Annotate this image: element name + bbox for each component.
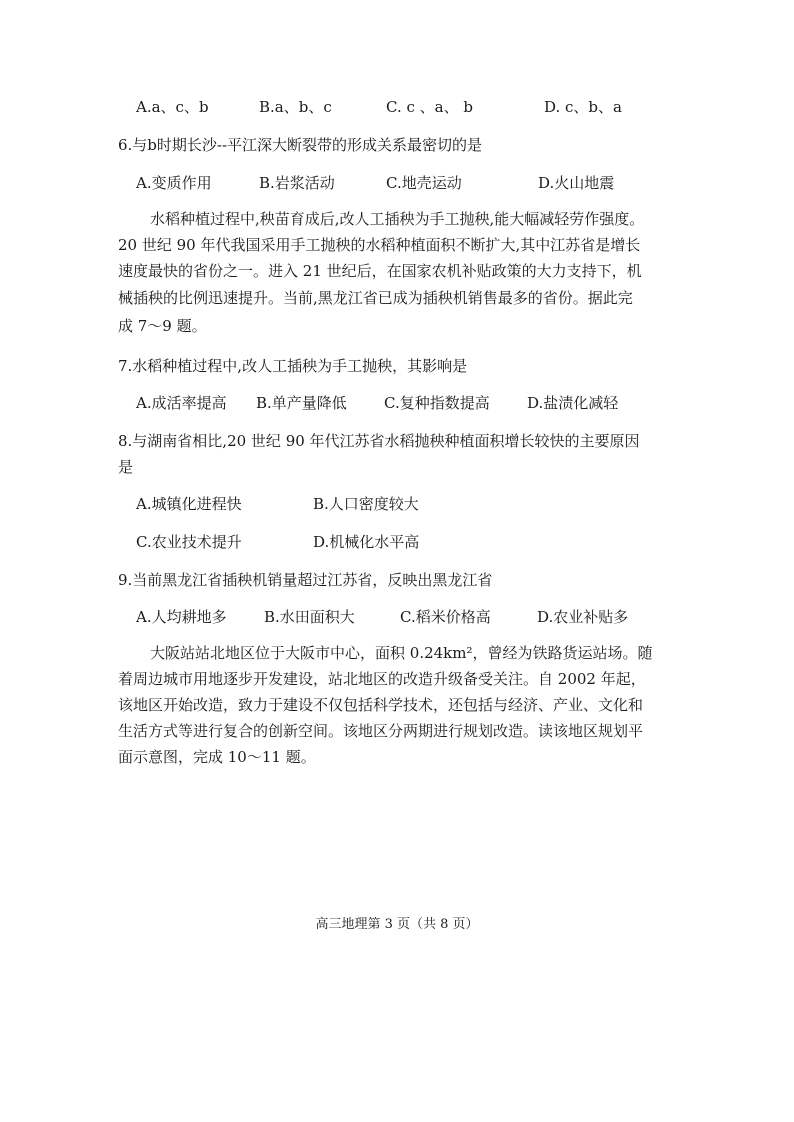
q7-option-d: D.盐渍化减轻 (527, 394, 619, 412)
q8-option-d: D.机械化水平高 (313, 533, 420, 551)
q5-option-a: A.a、c、b (136, 98, 209, 116)
q8-option-c: C.农业技术提升 (136, 533, 242, 551)
q6-option-b: B.岩浆活动 (259, 174, 335, 192)
q9-option-b: B.水田面积大 (264, 608, 355, 626)
q6-option-d: D.火山地震 (538, 174, 615, 192)
passage2-line-1: 大阪站站北地区位于大阪市中心，面积 0.24km²，曾经为铁路货运站场。随 (150, 644, 653, 662)
passage2-line-3: 该地区开始改造，致力于建设不仅包括科学技术，还包括与经济、产业、文化和 (118, 696, 644, 714)
q7-option-c: C.复种指数提高 (384, 394, 490, 412)
q9-option-a: A.人均耕地多 (136, 608, 227, 626)
passage1-line-1: 水稻种植过程中,秧苗育成后,改人工插秧为手工抛秧,能大幅减轻劳作强度。 (150, 210, 645, 228)
q7-option-b: B.单产量降低 (256, 394, 347, 412)
q8-stem-line-2: 是 (118, 458, 134, 476)
q9-stem: 9.当前黑龙江省插秧机销量超过江苏省，反映出黑龙江省 (118, 571, 493, 589)
q8-option-a: A.城镇化进程快 (136, 495, 242, 513)
passage1-line-4: 械插秧的比例迅速提升。当前,黑龙江省已成为插秧机销售最多的省份。据此完 (118, 289, 633, 307)
q6-option-a: A.变质作用 (136, 174, 212, 192)
passage2-line-4: 生活方式等进行复合的创新空间。该地区分两期进行规划改造。读该地区规划平 (118, 722, 644, 740)
q9-option-c: C.稻米价格高 (400, 608, 491, 626)
q5-option-d: D. c、b、a (544, 98, 622, 116)
passage2-line-5: 面示意图，完成 10～11 题。 (118, 748, 316, 766)
q6-option-c: C.地壳运动 (386, 174, 462, 192)
passage1-line-5: 成 7～9 题。 (118, 317, 207, 335)
page-footer: 高三地理第 3 页（共 8 页） (315, 917, 479, 932)
q9-option-d: D.农业补贴多 (537, 608, 629, 626)
q7-option-a: A.成活率提高 (136, 394, 227, 412)
q5-option-c: C. c 、a、 b (386, 98, 473, 116)
q6-stem: 6.与b时期长沙--平江深大断裂带的形成关系最密切的是 (118, 136, 483, 154)
q7-stem: 7.水稻种植过程中,改人工插秧为手工抛秧，其影响是 (118, 357, 468, 375)
passage1-line-2: 20 世纪 90 年代我国采用手工抛秧的水稻种植面积不断扩大,其中江苏省是增长 (118, 236, 641, 254)
q8-option-b: B.人口密度较大 (313, 495, 419, 513)
passage1-line-3: 速度最快的省份之一。进入 21 世纪后，在国家农机补贴政策的大力支持下，机 (118, 262, 642, 280)
passage2-line-2: 着周边城市用地逐步开发建设，站北地区的改造升级备受关注。自 2002 年起， (118, 670, 646, 688)
q5-option-b: B.a、b、c (259, 98, 332, 116)
q8-stem-line-1: 8.与湖南省相比,20 世纪 90 年代江苏省水稻抛秧种植面积增长较快的主要原因 (118, 432, 640, 450)
